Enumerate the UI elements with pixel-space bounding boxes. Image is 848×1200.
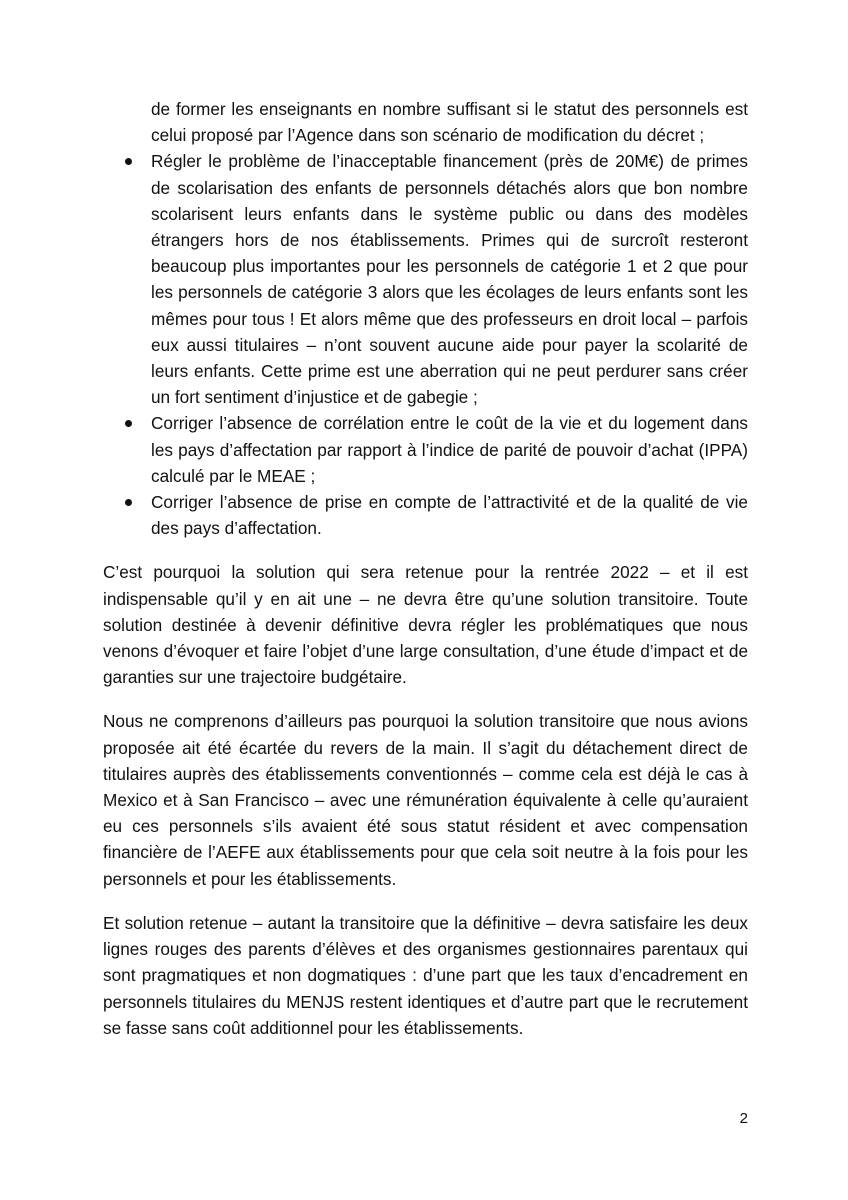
bullet-text: Régler le problème de l’inacceptable financement (près de 20M€) de primes de scolarisation des enfants de personnels détachés alors que bon nombre scolarisent leurs enfants dans le système public ou dans des modèles étrangers hors de nos établissements. Primes qui de surcroît resteront beaucoup plus importantes pour les personnels de catégorie 1 et 2 que pour les personnels de catégorie 3 alors que les écolages de leurs enfants sont les mêmes pour tous ! Et alors même que des professeurs en droit local – parfois eux aussi titulaires – n’ont souvent aucune aide pour payer la scolarité de leurs enfants. Cette prime est une aberration qui ne peut perdurer sans créer un fort sentiment d’injustice et de gabegie ; <box>151 151 748 408</box>
bullet-icon <box>125 420 132 427</box>
bullet-item-cout-vie <box>103 410 748 489</box>
page-number: 2 <box>739 1110 748 1127</box>
bullet-icon <box>125 499 132 506</box>
bullet-text: Corriger l’absence de prise en compte de l’attractivité et de la qualité de vie des pays d’affectation. <box>151 492 748 539</box>
bullet-item-attractivite <box>103 489 748 541</box>
paragraph-solution-transitoire: C’est pourquoi la solution qui sera retenue pour la rentrée 2022 – et il est indispensable qu’il y en ait une – ne devra être qu’une solution transitoire. Toute solution destinée à devenir définitive devra régler les problématiques que nous venons d’évoquer et faire l’objet d’une large consultation, d’une étude d’impact et de garanties sur une trajectoire budgétaire. <box>103 562 748 688</box>
bullet-text: Corriger l’absence de corrélation entre le coût de la vie et du logement dans les pays d’affectation par rapport à l’indice de parité de pouvoir d’achat (IPPA) calculé par le MEAE ; <box>151 413 748 486</box>
bullet-item-financement <box>103 148 748 410</box>
paragraph-lignes-rouges: Et solution retenue – autant la transitoire que la définitive – devra satisfaire les deux lignes rouges des parents d’élèves et des organismes gestionnaires parentaux qui sont pragmatiques et non dogmatiques : d’une part que les taux d’encadrement en personnels titulaires du MENJS restent identiques et d’autre part que le recrutement se fasse sans coût additionnel pour les établissements. <box>103 912 748 1038</box>
bullet-icon <box>125 158 132 165</box>
paragraph-detachement-direct: Nous ne comprenons d’ailleurs pas pourquoi la solution transitoire que nous avions proposée ait été écartée du revers de la main. Il s’agit du détachement direct de titulaires auprès des établissements conventionnés – comme cela est déjà le cas à Mexico et à San Francisco – avec une rémunération équivalente à celle qu’auraient eu ces personnels s’ils avaient été sous statut résident et avec compensation financière de l’AEFE aux établissements pour que cela soit neutre à la fois pour les personnels et pour les établissements. <box>103 711 748 889</box>
page-content <box>103 96 748 1041</box>
bullet-list <box>103 148 748 541</box>
bullet-continuation-text: de former les enseignants en nombre suffisant si le statut des personnels est celui proposé par l’Agence dans son scénario de modification du décret ; <box>151 99 748 146</box>
